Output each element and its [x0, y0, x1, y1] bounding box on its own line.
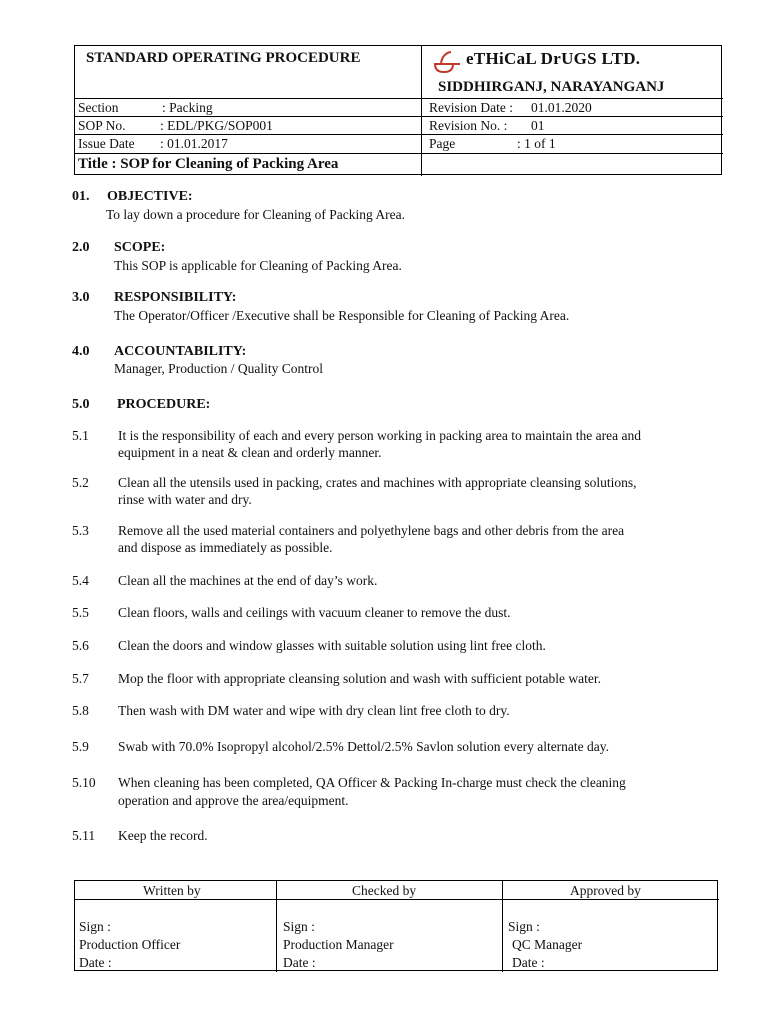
section-value: : Packing [162, 100, 213, 115]
responsibility-text: The Operator/Officer /Executive shall be Responsible for Cleaning of Packing Area. [114, 308, 570, 323]
objective-text: To lay down a procedure for Cleaning of Packing Area. [106, 207, 405, 222]
sop-heading: STANDARD OPERATING PROCEDURE [86, 50, 361, 66]
sop-no-label: SOP No. [78, 118, 126, 133]
checked-date-label: Date : [283, 955, 316, 970]
section-label: Section [78, 100, 119, 115]
step-number: 5.9 [72, 739, 89, 754]
step-text: equipment in a neat & clean and orderly manner. [118, 445, 382, 460]
responsibility-heading: RESPONSIBILITY: [114, 290, 237, 305]
step-number: 5.10 [72, 775, 96, 790]
signoff-rule [75, 899, 719, 900]
step-number: 5.3 [72, 523, 89, 538]
step-text: Swab with 70.0% Isopropyl alcohol/2.5% Dettol/2.5% Savlon solution every alternate day. [118, 739, 610, 754]
sop-no-value: : EDL/PKG/SOP001 [160, 118, 273, 133]
step-text: Clean all the machines at the end of day’s work. [118, 573, 378, 588]
step-text: Clean floors, walls and ceilings with vacuum cleaner to remove the dust. [118, 605, 511, 620]
approved-date-label: Date : [512, 955, 545, 970]
company-logo-icon [432, 49, 462, 75]
step-text: and dispose as immediately as possible. [118, 540, 333, 555]
step-text: Mop the floor with appropriate cleansing solution and wash with sufficient potable water. [118, 671, 602, 686]
objective-number: 01. [72, 189, 90, 204]
checked-by-header: Checked by [352, 883, 417, 898]
header-rule [75, 134, 723, 135]
checked-sign-label: Sign : [283, 919, 315, 934]
approved-by-header: Approved by [570, 883, 641, 898]
step-text: Remove all the used material containers and polyethylene bags and other debris from the area [118, 523, 625, 538]
header-rule [75, 116, 723, 117]
issue-date-label: Issue Date [78, 136, 135, 151]
step-number: 5.5 [72, 605, 89, 620]
scope-heading: SCOPE: [114, 240, 166, 255]
responsibility-number: 3.0 [72, 290, 90, 305]
accountability-number: 4.0 [72, 344, 90, 359]
page-label: Page [429, 136, 456, 151]
issue-date-value: : 01.01.2017 [160, 136, 228, 151]
written-sign-label: Sign : [79, 919, 111, 934]
step-text: It is the responsibility of each and every person working in packing area to maintain the area and [118, 428, 641, 443]
step-text: operation and approve the area/equipment. [118, 793, 349, 808]
step-text: Clean all the utensils used in packing, crates and machines with appropriate cleansing solutions, [118, 475, 637, 490]
step-number: 5.11 [72, 828, 96, 843]
written-role: Production Officer [79, 937, 181, 952]
objective-heading: OBJECTIVE: [107, 189, 193, 204]
header-divider-vertical [421, 46, 422, 176]
company-location: SIDDHIRGANJ, NARAYANGANJ [438, 79, 665, 95]
document-title: Title : SOP for Cleaning of Packing Area [78, 156, 339, 172]
revision-no-value: 01 [531, 118, 545, 133]
header-rule [75, 153, 723, 154]
step-text: rinse with water and dry. [118, 492, 252, 507]
revision-date-label: Revision Date : [429, 100, 513, 115]
revision-date-value: 01.01.2020 [531, 100, 592, 115]
revision-no-label: Revision No. : [429, 118, 508, 133]
step-text: Then wash with DM water and wipe with dry clean lint free cloth to dry. [118, 703, 510, 718]
step-text: When cleaning has been completed, QA Officer & Packing In-charge must check the cleaning [118, 775, 626, 790]
step-text: Clean the doors and window glasses with suitable solution using lint free cloth. [118, 638, 546, 653]
step-number: 5.1 [72, 428, 89, 443]
company-name: eTHiCaL DrUGS LTD. [466, 49, 641, 68]
accountability-heading: ACCOUNTABILITY: [114, 344, 247, 359]
step-number: 5.8 [72, 703, 89, 718]
step-text: Keep the record. [118, 828, 208, 843]
written-date-label: Date : [79, 955, 112, 970]
scope-number: 2.0 [72, 240, 90, 255]
written-by-header: Written by [143, 883, 201, 898]
signoff-divider [276, 881, 277, 972]
procedure-number: 5.0 [72, 397, 90, 412]
step-number: 5.2 [72, 475, 89, 490]
accountability-text: Manager, Production / Quality Control [114, 361, 324, 376]
step-number: 5.7 [72, 671, 89, 686]
header-rule [75, 98, 723, 99]
procedure-heading: PROCEDURE: [117, 397, 211, 412]
step-number: 5.4 [72, 573, 89, 588]
approved-sign-label: Sign : [508, 919, 540, 934]
scope-text: This SOP is applicable for Cleaning of Packing Area. [114, 258, 402, 273]
checked-role: Production Manager [283, 937, 394, 952]
step-number: 5.6 [72, 638, 89, 653]
page-value: : 1 of 1 [517, 136, 556, 151]
signoff-divider [502, 881, 503, 972]
approved-role: QC Manager [512, 937, 583, 952]
